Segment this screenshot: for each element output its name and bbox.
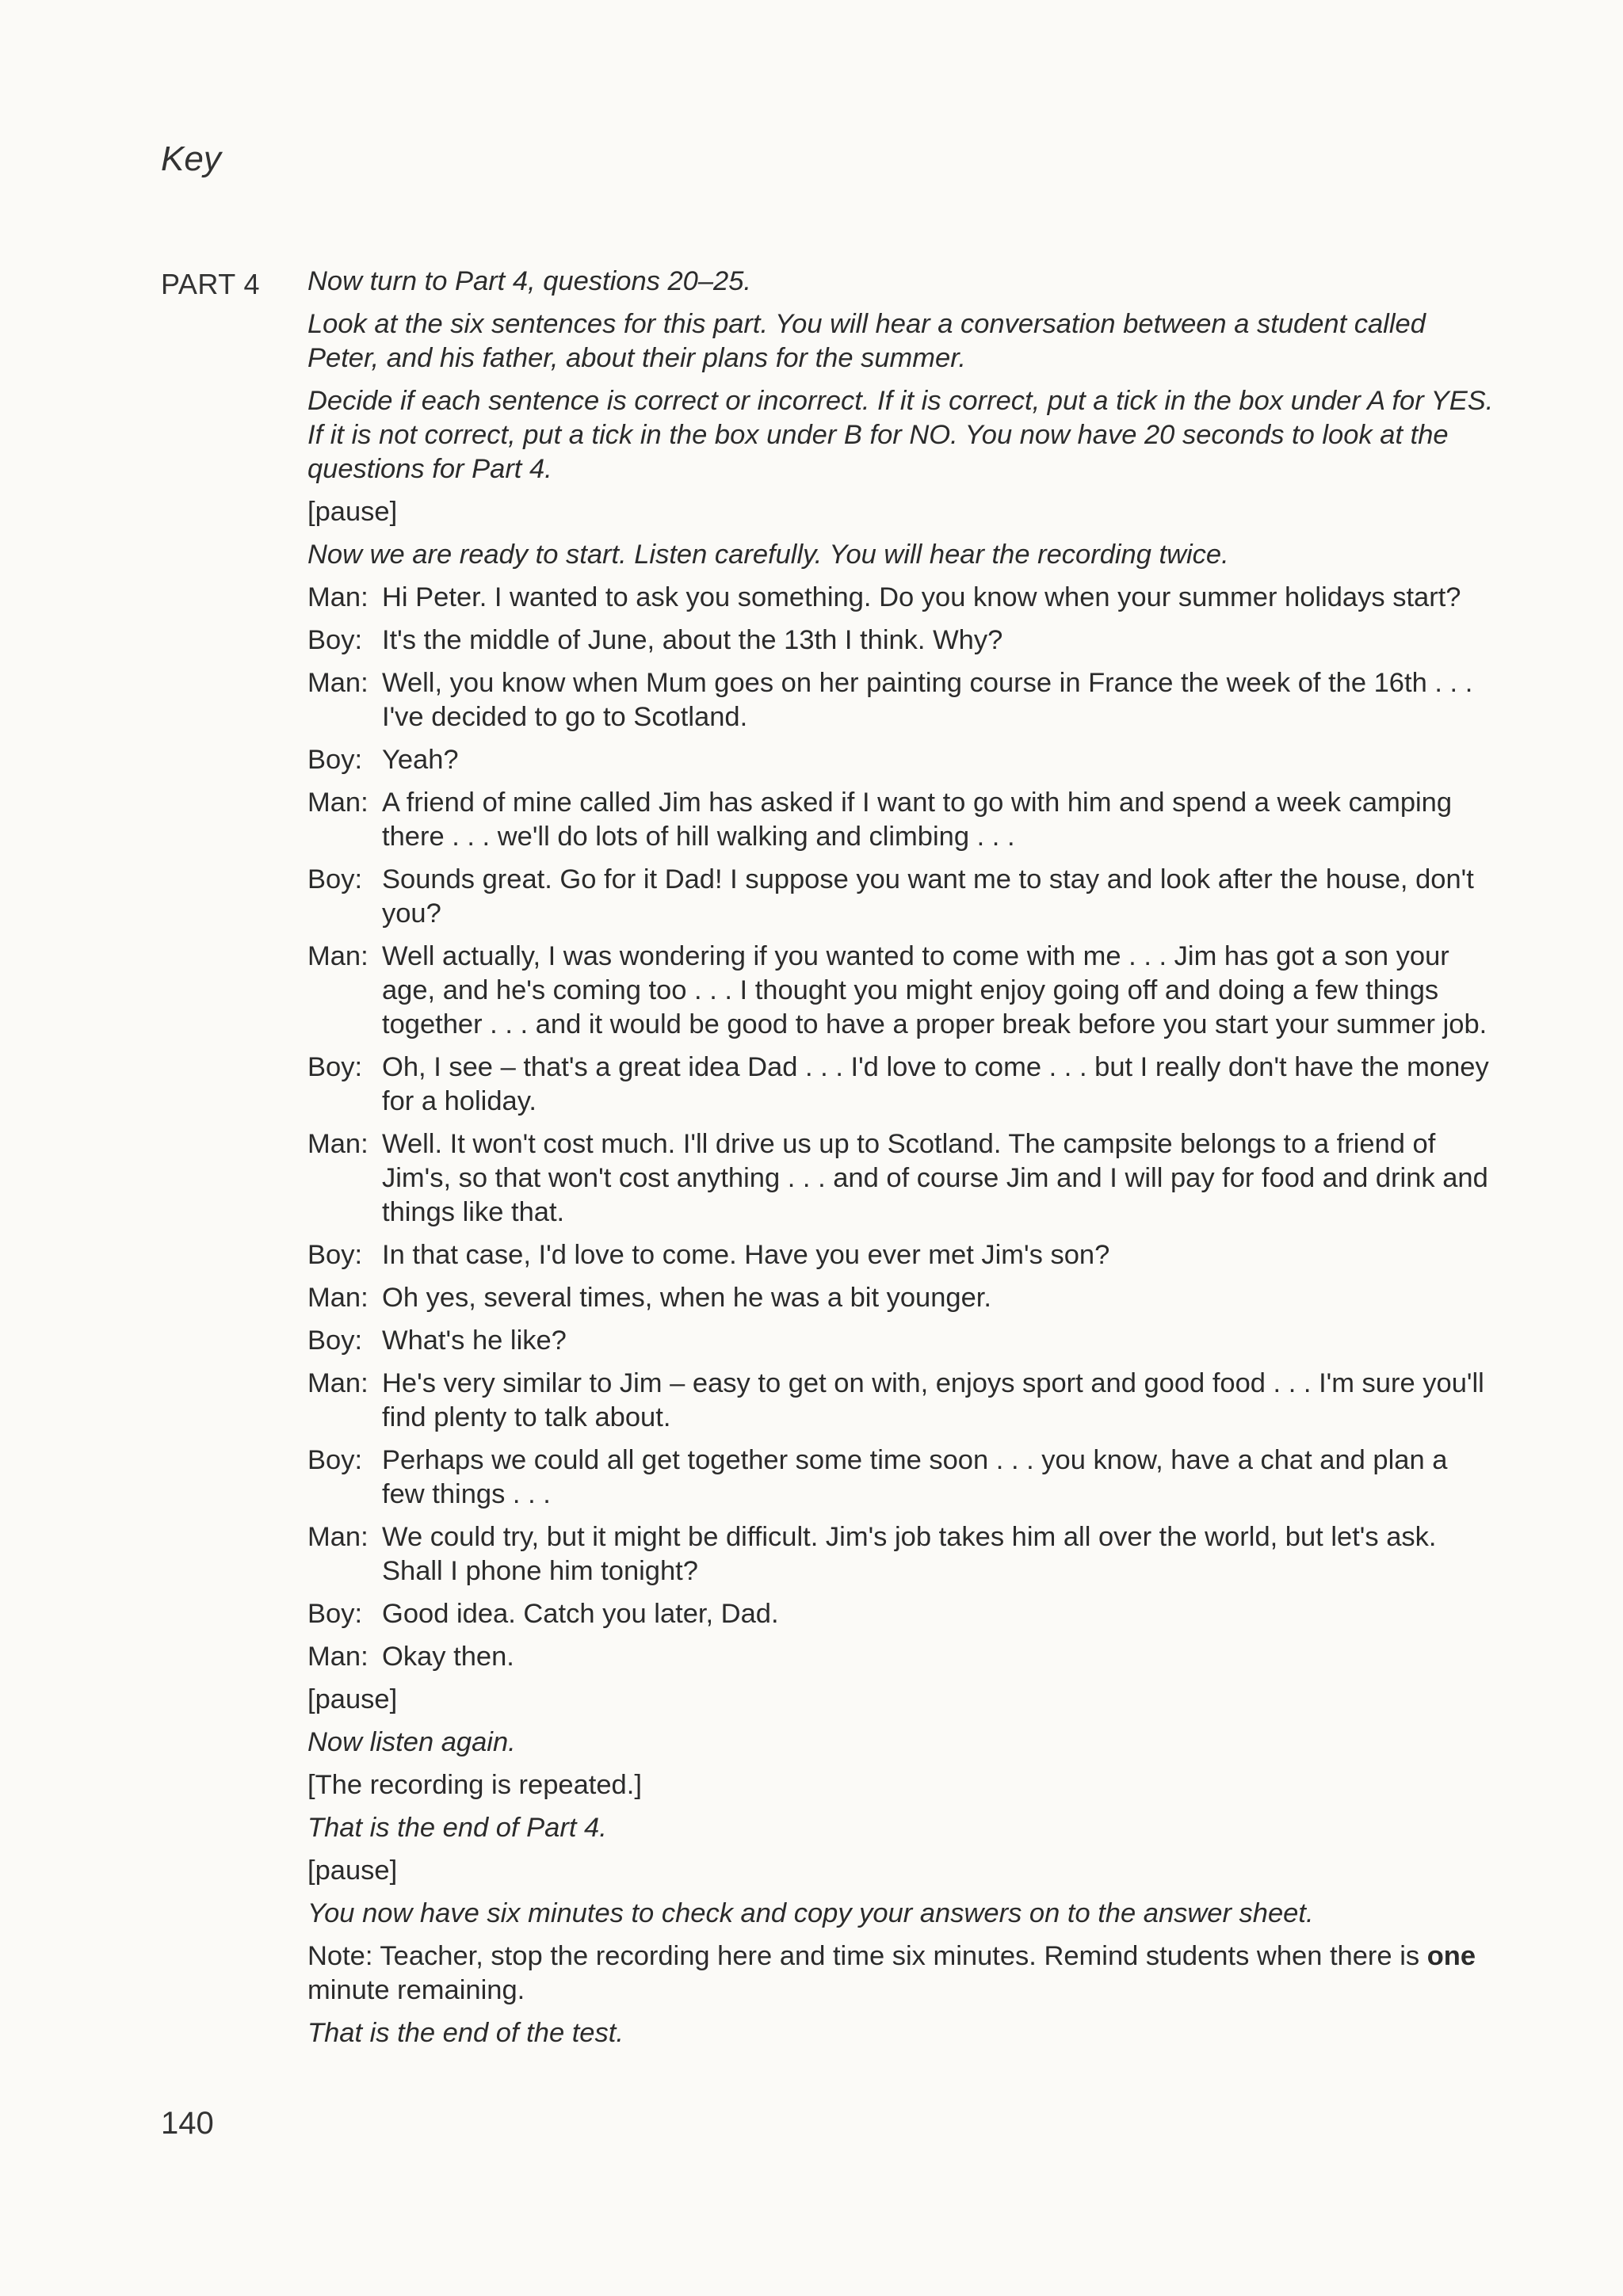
instruction-paragraph: That is the end of the test. bbox=[307, 2018, 624, 2048]
dialogue-text: Well actually, I was wondering if you wanted to come with me . . . Jim has got a son your age, and he's coming too . . . I thought you might enjoy going off and doing a few things together . . . and it would be good to have a proper break before you start your summer job. bbox=[382, 941, 1487, 1039]
teacher-note-text: minute remaining. bbox=[307, 1975, 525, 2005]
dialogue-line bbox=[307, 863, 1496, 931]
dialogue-line bbox=[307, 1238, 1496, 1272]
dialogue-line bbox=[307, 940, 1496, 1042]
speaker-label: Boy: bbox=[307, 1445, 363, 1475]
pause-marker: [pause] bbox=[307, 1684, 398, 1714]
dialogue-line bbox=[307, 1597, 1496, 1631]
dialogue-text: He's very similar to Jim – easy to get on with, enjoys sport and good food . . . I'm sure you'll find plenty to talk about. bbox=[382, 1368, 1484, 1432]
speaker-label: Boy: bbox=[307, 1599, 363, 1629]
instruction-paragraph: You now have six minutes to check and copy your answers on to the answer sheet. bbox=[307, 1898, 1314, 1928]
dialogue-text: We could try, but it might be difficult. Jim's job takes him all over the world, but let's ask. Shall I phone him tonight? bbox=[382, 1522, 1437, 1586]
speaker-label: Boy: bbox=[307, 864, 363, 894]
instruction-paragraph: Look at the six sentences for this part. You will hear a conversation between a student called Peter, and his father, about their plans for the summer. bbox=[307, 309, 1426, 373]
pause-marker: [pause] bbox=[307, 1855, 398, 1886]
dialogue-text: Okay then. bbox=[382, 1642, 514, 1672]
dialogue-text: Well. It won't cost much. I'll drive us up to Scotland. The campsite belongs to a friend of Jim's, so that won't cost anything . . . and of course Jim and I will pay for food and drink and things like that. bbox=[382, 1129, 1488, 1227]
speaker-label: Boy: bbox=[307, 1240, 363, 1270]
dialogue-text: Oh yes, several times, when he was a bit younger. bbox=[382, 1283, 991, 1313]
speaker-label: Man: bbox=[307, 1283, 369, 1313]
dialogue-line bbox=[307, 624, 1496, 658]
instruction-paragraph: That is the end of Part 4. bbox=[307, 1813, 607, 1843]
speaker-label: Man: bbox=[307, 788, 369, 818]
page-header: Key bbox=[161, 139, 221, 178]
speaker-label: Man: bbox=[307, 941, 369, 971]
speaker-label: Boy: bbox=[307, 1325, 363, 1356]
dialogue-line bbox=[307, 743, 1496, 777]
dialogue-line bbox=[307, 1051, 1496, 1119]
teacher-note-emphasis: one bbox=[1426, 1941, 1476, 1971]
speaker-label: Boy: bbox=[307, 625, 363, 655]
speaker-label: Man: bbox=[307, 1129, 369, 1159]
dialogue-text: Oh, I see – that's a great idea Dad . . . I'd love to come . . . but I really don't have the money for a holiday. bbox=[382, 1052, 1489, 1116]
dialogue-text: A friend of mine called Jim has asked if I want to go with him and spend a week camping there . . . we'll do lots of hill walking and climbing . . . bbox=[382, 788, 1453, 852]
dialogue-line bbox=[307, 1367, 1496, 1435]
dialogue-text: Sounds great. Go for it Dad! I suppose you want me to stay and look after the house, don't you? bbox=[382, 864, 1474, 929]
transcript bbox=[307, 265, 1496, 2059]
dialogue-line bbox=[307, 1281, 1496, 1315]
dialogue-text: Good idea. Catch you later, Dad. bbox=[382, 1599, 779, 1629]
instruction-paragraph: Decide if each sentence is correct or incorrect. If it is correct, put a tick in the box under A for YES. If it is not correct, put a tick in the box under B for NO. You now have 20 seconds to look at the questions for Part 4. bbox=[307, 386, 1494, 484]
speaker-label: Man: bbox=[307, 1522, 369, 1552]
teacher-note-text: Note: Teacher, stop the recording here and time six minutes. Remind students when there is bbox=[307, 1941, 1427, 1971]
speaker-label: Boy: bbox=[307, 745, 363, 775]
dialogue-line bbox=[307, 1444, 1496, 1512]
pause-marker: [pause] bbox=[307, 497, 398, 527]
dialogue-line bbox=[307, 1127, 1496, 1230]
dialogue-text: Hi Peter. I wanted to ask you something. Do you know when your summer holidays start? bbox=[382, 582, 1461, 612]
dialogue-text: Well, you know when Mum goes on her painting course in France the week of the 16th . . . I've decided to go to Scotland. bbox=[382, 668, 1473, 732]
recording-repeated-note: [The recording is repeated.] bbox=[307, 1770, 642, 1800]
dialogue-line bbox=[307, 581, 1496, 615]
dialogue-line bbox=[307, 786, 1496, 854]
speaker-label: Man: bbox=[307, 1642, 369, 1672]
speaker-label: Man: bbox=[307, 668, 369, 698]
section-label: PART 4 bbox=[161, 268, 261, 300]
speaker-label: Boy: bbox=[307, 1052, 363, 1082]
dialogue-text: It's the middle of June, about the 13th I think. Why? bbox=[382, 625, 1003, 655]
speaker-label: Man: bbox=[307, 582, 369, 612]
page-number: 140 bbox=[161, 2106, 214, 2141]
dialogue-text: In that case, I'd love to come. Have you ever met Jim's son? bbox=[382, 1240, 1110, 1270]
instruction-paragraph: Now we are ready to start. Listen carefully. You will hear the recording twice. bbox=[307, 540, 1229, 570]
dialogue-line bbox=[307, 1640, 1496, 1674]
dialogue-text: Yeah? bbox=[382, 745, 459, 775]
dialogue-line bbox=[307, 1324, 1496, 1358]
speaker-label: Man: bbox=[307, 1368, 369, 1398]
dialogue-text: What's he like? bbox=[382, 1325, 567, 1356]
dialogue-text: Perhaps we could all get together some time soon . . . you know, have a chat and plan a few things . . . bbox=[382, 1445, 1448, 1509]
instruction-paragraph: Now listen again. bbox=[307, 1727, 516, 1757]
dialogue-line bbox=[307, 666, 1496, 734]
dialogue-line bbox=[307, 1520, 1496, 1589]
instruction-paragraph: Now turn to Part 4, questions 20–25. bbox=[307, 266, 752, 296]
teacher-note bbox=[307, 1939, 1496, 2008]
